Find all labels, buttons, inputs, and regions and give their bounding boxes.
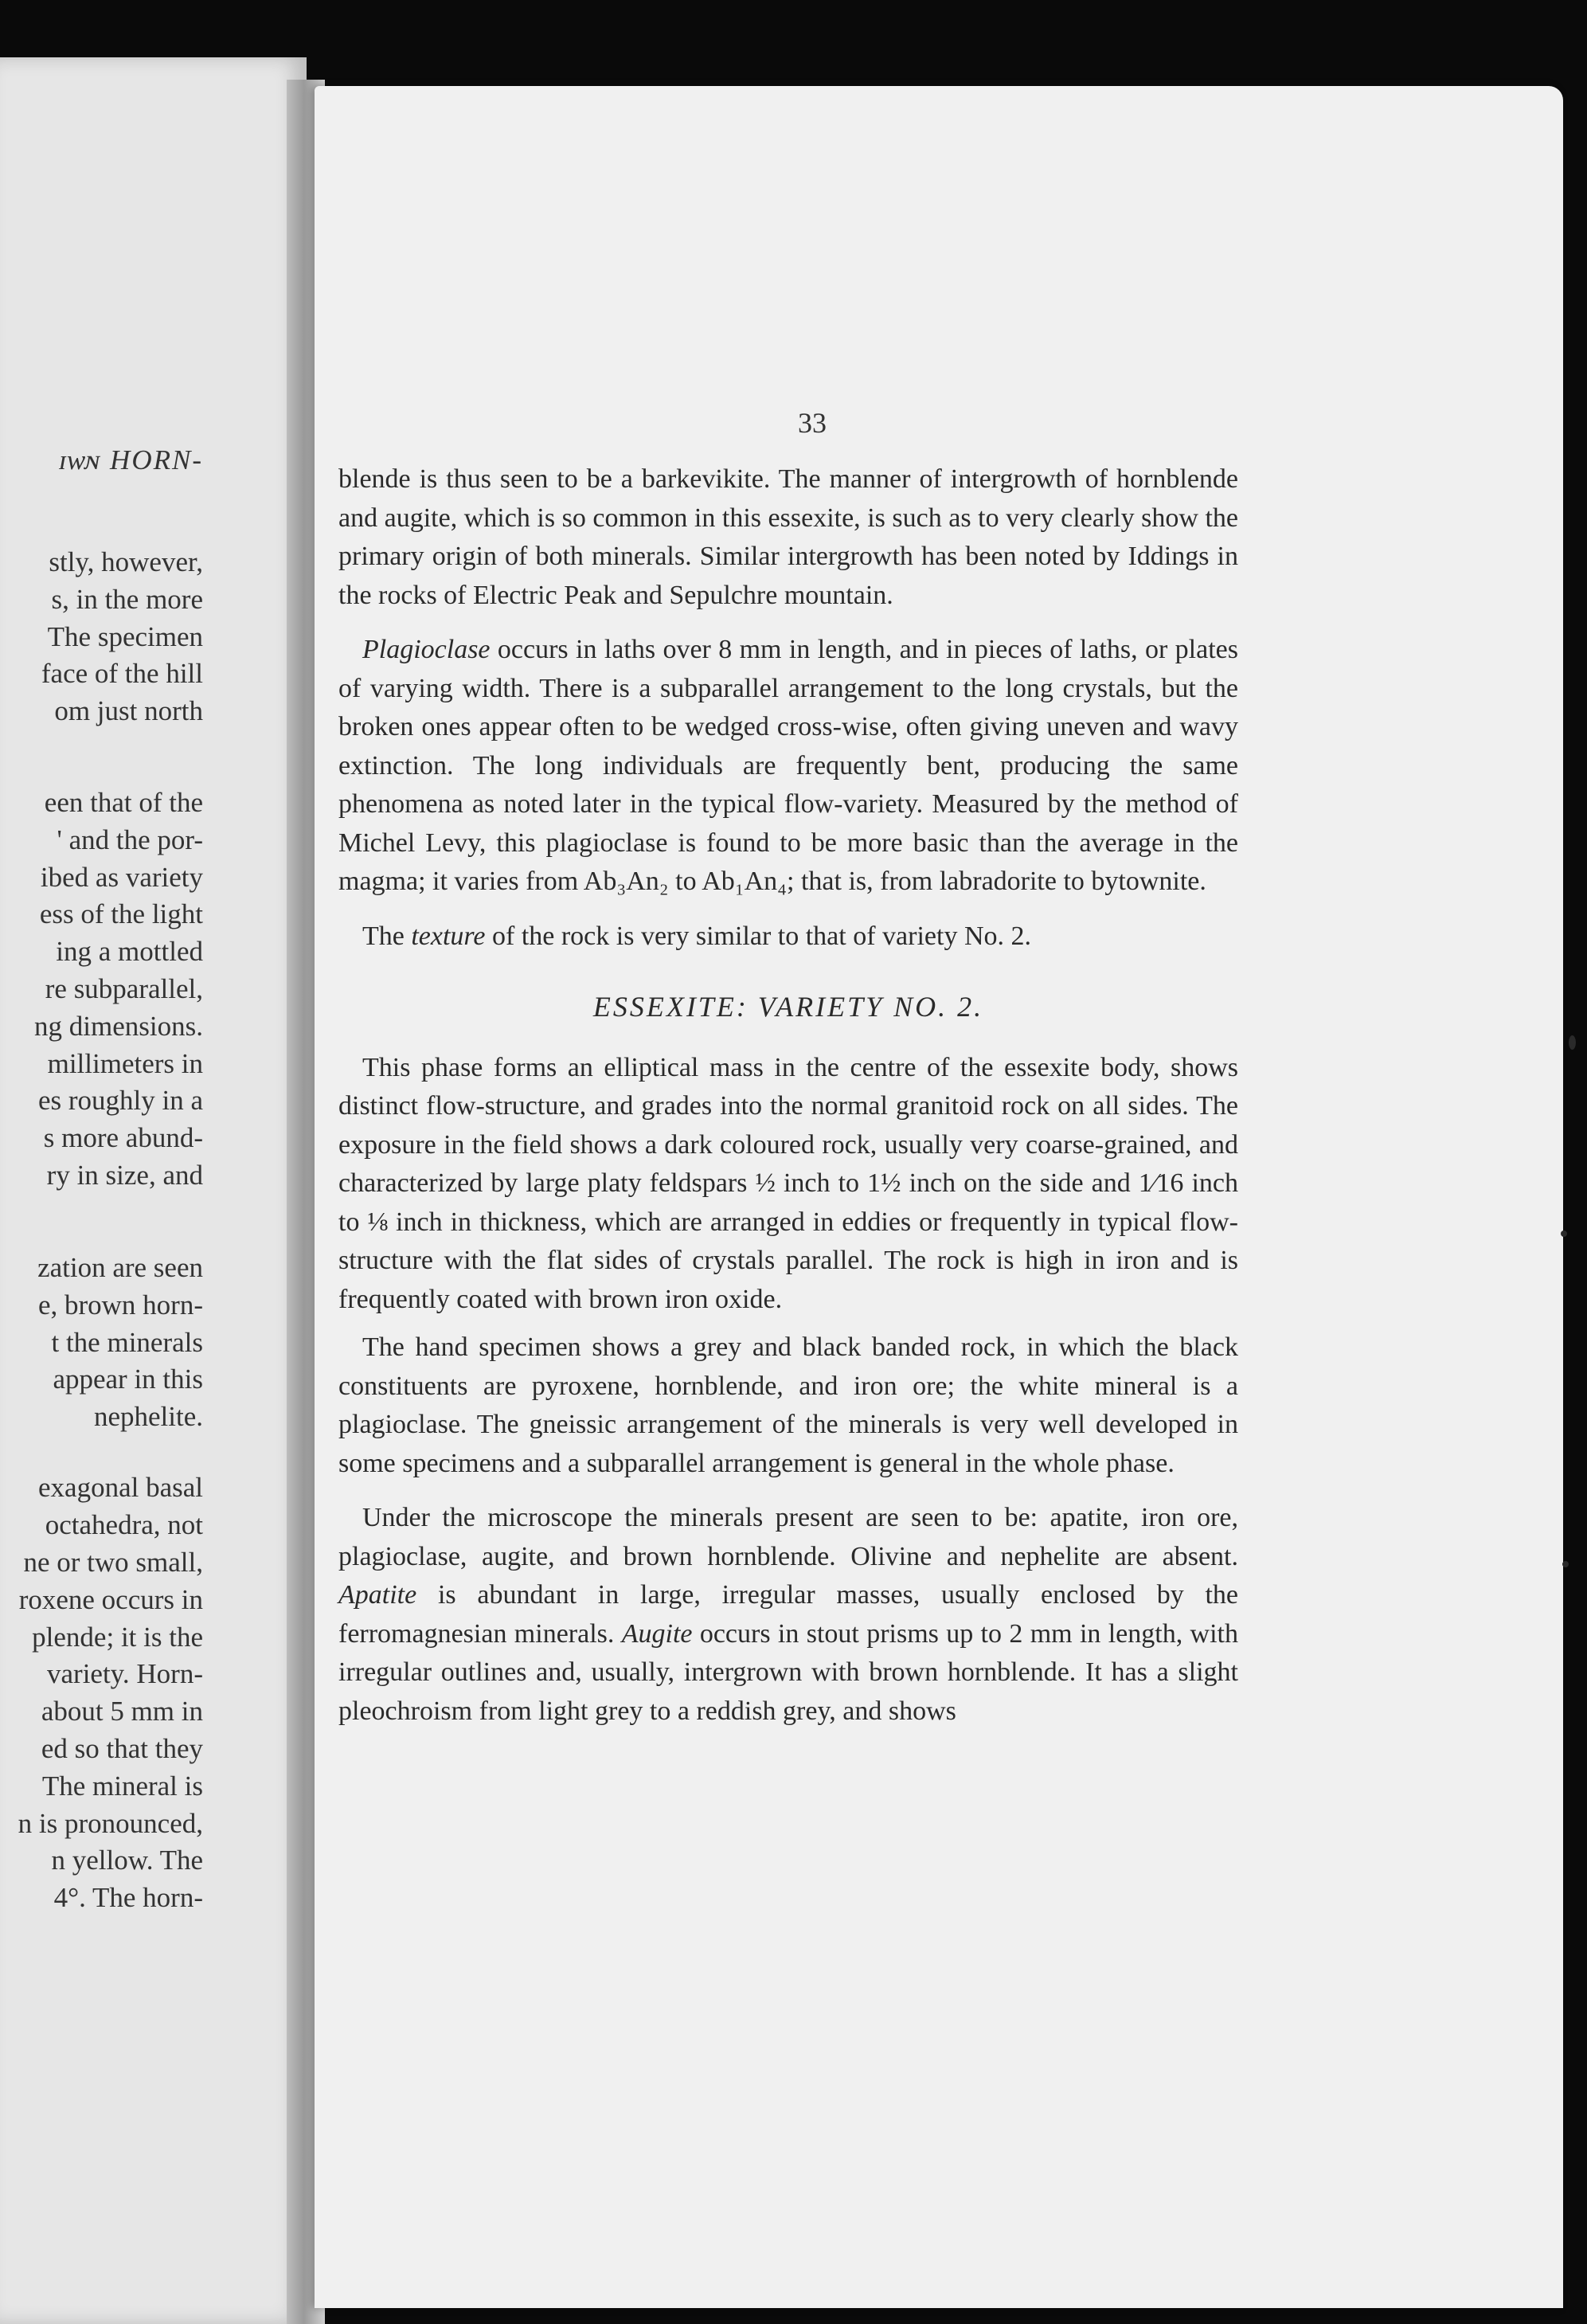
left-page-line: about 5 mm in: [41, 1696, 203, 1727]
left-page-line: exagonal basal: [38, 1472, 203, 1503]
left-page-line: ' and the por-: [57, 824, 203, 855]
scan-speck: [1562, 1561, 1569, 1567]
term-apatite: Apatite: [338, 1580, 417, 1610]
paragraph-plagioclase: Plagioclase occurs in laths over 8 mm in length, and in pieces of laths, or plates of varying width. There is a subparallel arrangement to the long crystals, but the broken ones appear often to be wedged cross-wise, often giving uneven and wavy extinction. The long individuals are frequently bent, producing the same phenomena as noted later in the typical flow-variety. Measured by the method of Michel Levy, this plagioclase is found to be more basic than the average in the magma; it varies from Ab₃An₂ to Ab₁An₄; that is, from labradorite to bytownite.: [338, 635, 1238, 896]
left-page-line: t the minerals: [51, 1327, 203, 1358]
scan-speck: [1561, 1230, 1567, 1237]
left-page-line: ess of the light: [39, 898, 203, 929]
paragraph-field-description: This phase forms an elliptical mass in the centre of the essexite body, shows distinct flow-structure, and grades into the normal granitoid rock on all sides. The exposure in the field shows a dark coloured rock, usually very coarse-grained, and characterized by large platy feldspars ½ inch to 1½ inch on the side and 1⁄16 inch to ⅛ inch in thickness, which are arranged in eddies or frequently in typical flow-structure with the flat sides of crystals parallel. The rock is high in iron and is frequently coated with brown iron oxide.: [338, 1052, 1238, 1314]
left-page-line: ng dimensions.: [34, 1011, 203, 1042]
paragraph-texture: The texture of the rock is very similar to that of variety No. 2.: [362, 921, 1031, 951]
left-page-line: ing a mottled: [56, 936, 203, 967]
page-number: 33: [798, 407, 827, 439]
left-page-line: ibed as variety: [40, 862, 203, 893]
left-page-line: roxene occurs in: [18, 1584, 203, 1615]
left-page-line: zation are seen: [37, 1252, 203, 1283]
left-page-line: ed so that they: [41, 1733, 203, 1764]
section-heading: ESSEXITE: VARIETY NO. 2.: [592, 991, 984, 1023]
left-page-line: octahedra, not: [45, 1509, 203, 1540]
left-page-line: variety. Horn-: [47, 1658, 203, 1689]
left-page-line: n is pronounced,: [18, 1808, 203, 1839]
left-page-line: een that of the: [44, 787, 203, 818]
left-page-line: The specimen: [47, 621, 203, 652]
left-page-line: s, in the more: [51, 584, 203, 615]
left-page-line: es roughly in a: [37, 1085, 203, 1116]
left-page: [0, 57, 307, 2324]
left-page-line: stly, however,: [49, 546, 203, 577]
term-texture: texture: [411, 921, 486, 951]
left-page-line: ry in size, and: [46, 1160, 203, 1191]
left-page-line: millimeters in: [47, 1048, 203, 1079]
left-page-line: e, brown horn-: [37, 1289, 203, 1320]
left-page-line: ne or two small,: [23, 1547, 203, 1578]
left-page-line: re subparallel,: [45, 973, 203, 1004]
body-text: [338, 460, 1238, 1731]
left-page-line: s more abund-: [43, 1122, 203, 1153]
paragraph-microscope: Under the microscope the minerals present are seen to be: apatite, iron ore, plagioclase, augite, and brown hornblende. Olivine and nephelite are absent. Apatite is abundant in large, irregular masses, usually enclosed by the ferromagnesian minerals. Augite occurs in stout prisms up to 2 mm in length, with irregular outlines and, usually, intergrown with brown hornblende. It has a slight pleochroism from light grey to a reddish grey, and shows: [338, 1503, 1239, 1726]
left-page-line: face of the hill: [41, 658, 203, 689]
left-page-line: om just north: [54, 695, 203, 726]
scan-speck: [1569, 1035, 1576, 1050]
left-page-line: n yellow. The: [51, 1845, 203, 1876]
paragraph-barkevikite: blende is thus seen to be a barkevikite. The manner of intergrowth of hornblende and augite, which is so common in this essexite, is such as to very clearly show the primary origin of both minerals. Similar intergrowth has been noted by Iddings in the rocks of Electric Peak and Sepulchre mountain.: [338, 464, 1238, 610]
left-page-line: The mineral is: [41, 1770, 203, 1802]
left-page-line: nephelite.: [93, 1401, 203, 1432]
left-page-line: appear in this: [53, 1363, 203, 1395]
term-augite: Augite: [621, 1618, 693, 1649]
left-page-line: 4°. The horn-: [53, 1882, 203, 1913]
left-page-heading: ɪᴡɴ HORN-: [58, 444, 203, 475]
paragraph-hand-specimen: The hand specimen shows a grey and black banded rock, in which the black constituents are pyroxene, hornblende, and iron ore; the white mineral is a plagioclase. The gneissic arrangement of the minerals is very well developed in some specimens and a subparallel arrangement is general in the whole phase.: [338, 1332, 1238, 1478]
left-page-line: plende; it is the: [32, 1622, 203, 1653]
right-page: [315, 86, 1563, 2308]
term-plagioclase: Plagioclase: [362, 635, 491, 664]
